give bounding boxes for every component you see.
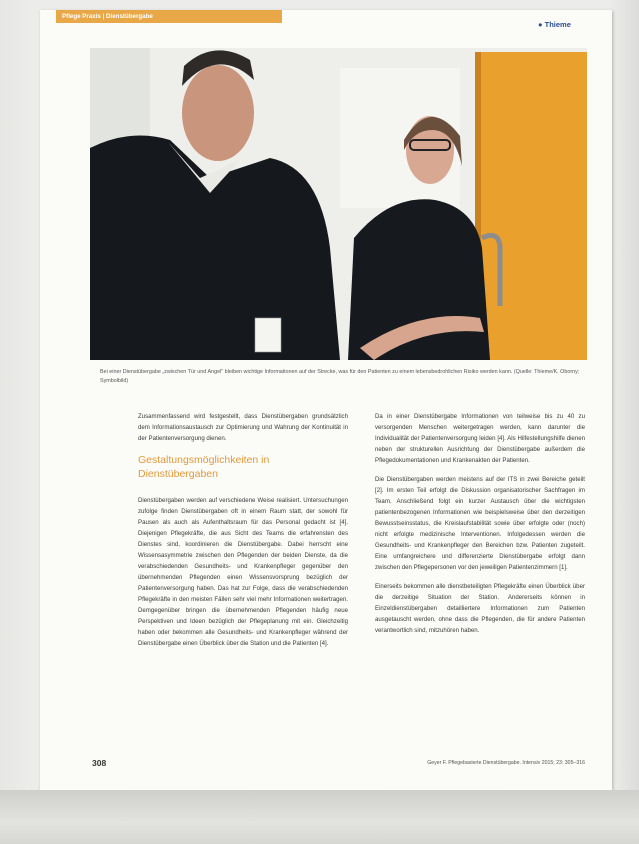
paragraph-1: Da in einer Dienstübergabe Informationen von teilweise bis zu 40 zu versorgenden Menschen weitergetragen werden, kann darunter die Individualität der Patientenversorgung leiden [4]. Als Hilfestellungshilfe dienen neben der strukturellen Ausrichtung der Dienstübergabe außerdem die Pflegedokumentationen und Krankenakten der Patienten. [375,413,585,464]
paragraph-3: Einerseits bekommen alle dienstbeteiligten Pflegekräfte einen Überblick über die derzeitige Situation der Station. Andererseits können in Einzeldienstübergaben detailliertere Informationen zum Patienten ausgetauscht werden, ohne dass die Pflegenden, die für andere Patienten verantwortlich sind, mitzuhören haben. [375,583,585,634]
paragraph-2: Die Dienstübergaben werden meistens auf der ITS in zwei Bereiche geteilt [2]. Im ersten Teil erfolgt die Diskussion organisatorischer Sachfragen im Team. Anschließend folgt ein kurzer Austausch über die wichtigsten patientenbezogenen Informationen wie beispielsweise über den derzeitigen Bewusstseinsstatus, die Kreislaufstabilität sowie über erfolgte oder (noch) nicht erfolgte medizinische Interventionen. Infolgedessen werden die Gesundheits- und Krankenpfleger den Bereichen bzw. Patienten zugeteilt. Eine umfangreichere und differenzierte Dienstübergabe erfolgt dann zwischen den Pflegepersonen vor den jeweiligen Patientenzimmern [1]. [375,476,585,571]
body-paragraph: Dienstübergaben werden auf verschiedene Weise realisiert. Untersuchungen zufolge finden Dienstübergaben oft in einem Raum statt, der sowohl für Pausen als auch als Aufenthaltsraum für das Personal gedacht ist [4]. Diejenigen Pflegekräfte, die aus Sicht des Teams die erfahrensten des Dienstes sind, koordinieren die Dienstübergabe. Dabei herrscht eine Wissensasymmetrie zwischen den Pflegenden der beiden Dienste, da die verabschiedenden Gesundheits- und Krankenpfleger gegenüber den übernehmenden Pflegenden einen Wissensvorsprung bezüglich der Patientenversorgung haben. Das hat zur Folge, dass die verabschiedenden Pflegekräfte in den meisten Fällen sehr viel mehr Informationen weitertragen. Demgegenüber bringen die übernehmenden Pflegenden häufig neue Perspektiven und Ideen bezüglich der Pflegeplanung mit ein. Gleichzeitig haben oder bekommen alle Gesundheits- und Krankenpfleger während der Dienstübergabe einen Überblick über die Station und die Patienten [4]. [138,497,348,647]
scanner-edge [0,790,639,844]
section-heading: Gestaltungsmöglichkeiten in Dienstübergaben [138,454,270,480]
section-header-bar: Pflege Praxis | Dienstübergabe [56,10,282,23]
footer-citation: Geyer F. Pflegebasierte Dienstübergabe. Intensiv 2015; 23: 305–316 [427,760,585,766]
orange-door [475,52,587,360]
publisher-name: Thieme [544,20,571,29]
intro-paragraph: Zusammenfassend wird festgestellt, dass Dienstübergaben grundsätzlich dem Informationsaustausch zur Optimierung und Wahrung der Kontinuität in der Patientenversorgung dienen. [138,413,348,442]
nurses-photo-illustration [90,48,587,360]
article-photo [90,48,587,360]
left-column [138,411,348,657]
page-number: 308 [92,758,107,768]
right-column [375,411,585,644]
figure-caption: Bei einer Dienstübergabe „zwischen Tür und Angel" bleiben wichtige Informationen auf der Strecke, was für den Patienten zu einem lebensbedrohlichen Risiko werden kann. (Quelle: Thieme/K. Oborny; Symbolbild) [100,369,580,384]
man-head [182,65,254,161]
thieme-logo-icon: ● [538,20,545,29]
publisher-logo [538,20,571,29]
id-badge [255,318,281,352]
